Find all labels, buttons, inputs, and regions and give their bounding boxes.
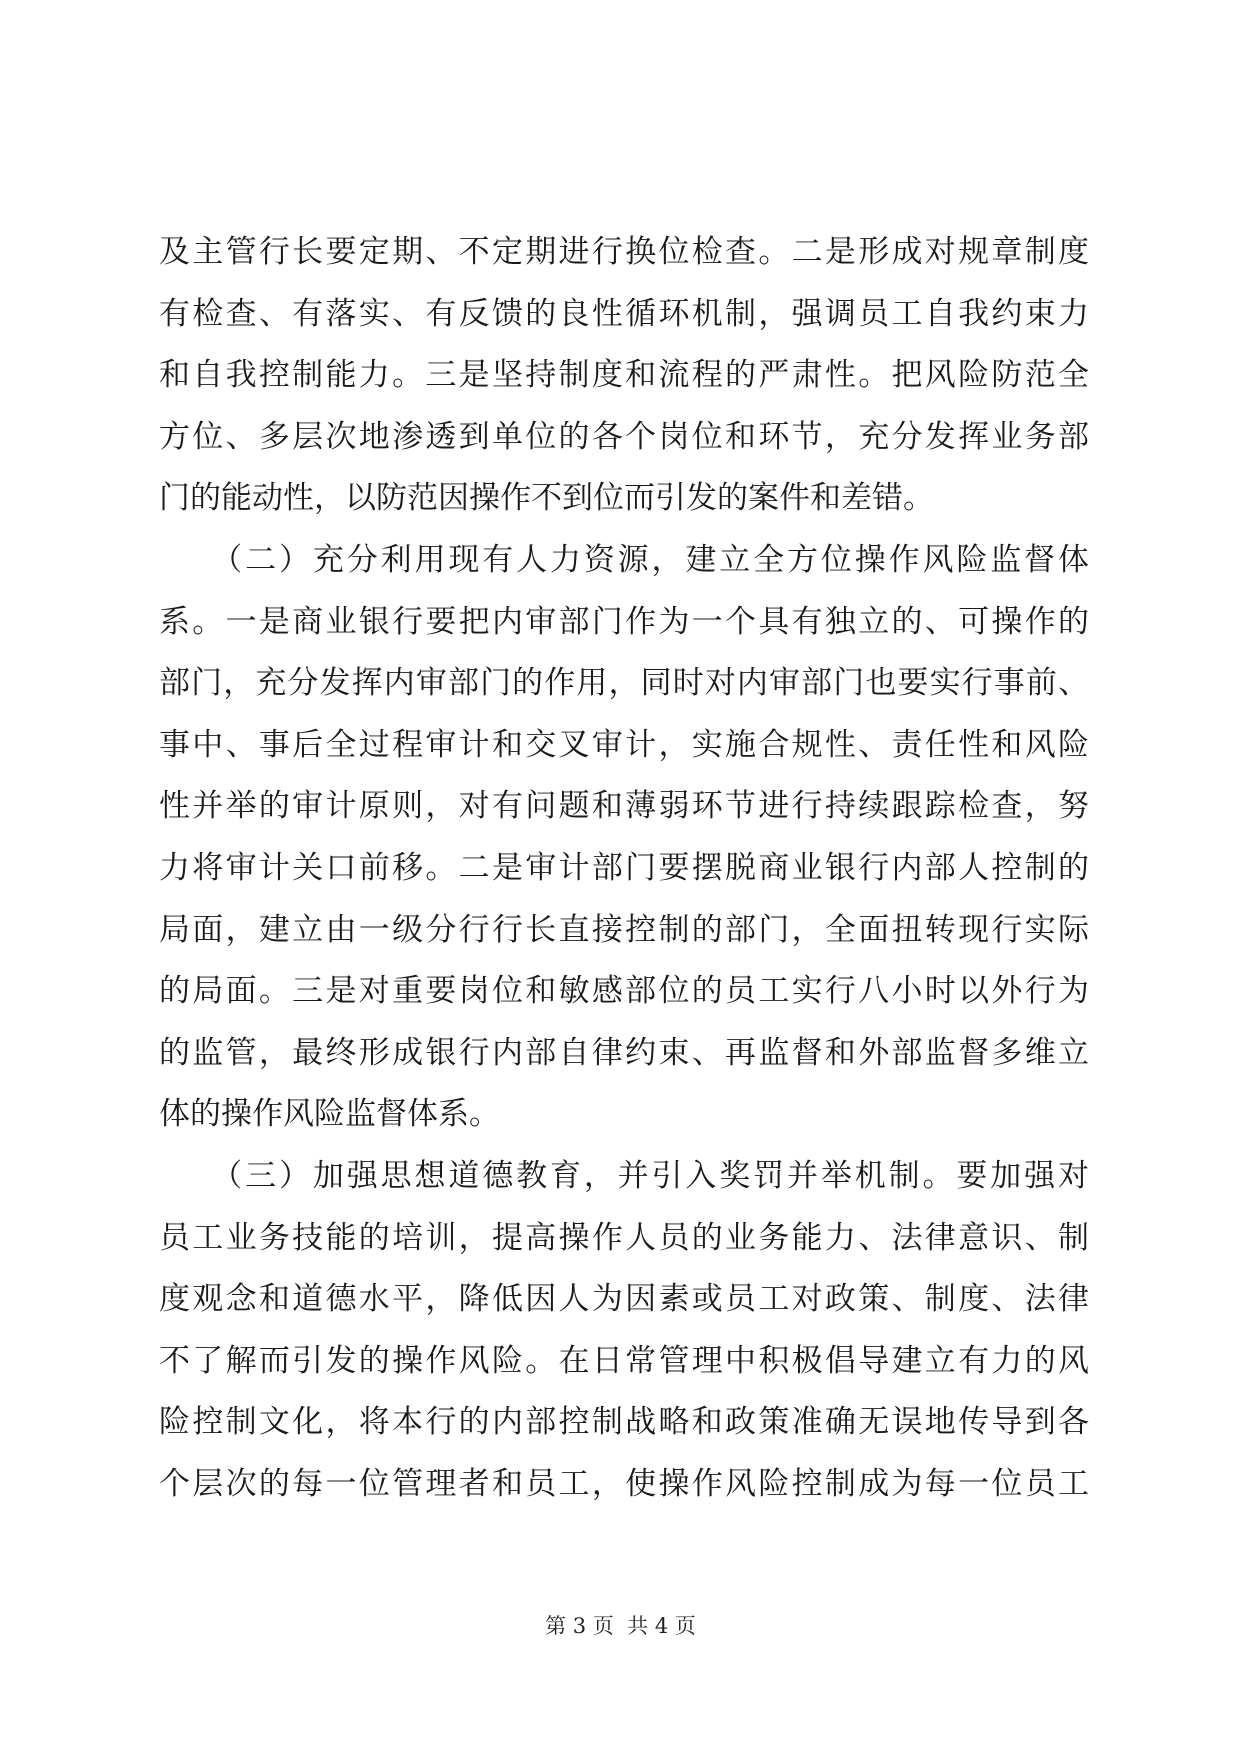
text-line: 力将审计关口前移。二是审计部门要摆脱商业银行内部人控制的	[159, 849, 1089, 886]
text-line: （二）充分利用现有人力资源，建立全方位操作风险监督体	[159, 541, 1089, 578]
text-line: 门的能动性，以防范因操作不到位而引发的案件和差错。	[159, 480, 934, 517]
text-line: 性并举的审计原则，对有问题和薄弱环节进行持续跟踪检查，努	[159, 788, 1089, 825]
text-line: 部门，充分发挥内审部门的作用，同时对内审部门也要实行事前、	[159, 665, 1089, 702]
text-line: 的局面。三是对重要岗位和敏感部位的员工实行八小时以外行为	[159, 973, 1089, 1010]
text-line: （三）加强思想道德教育，并引入奖罚并举机制。要加强对	[159, 1157, 1089, 1194]
text-line: 个层次的每一位管理者和员工，使操作风险控制成为每一位员工	[159, 1465, 1089, 1502]
text-line: 方位、多层次地渗透到单位的各个岗位和环节，充分发挥业务部	[159, 418, 1089, 455]
text-line: 的监管，最终形成银行内部自律约束、再监督和外部监督多维立	[159, 1034, 1089, 1071]
text-line: 和自我控制能力。三是坚持制度和流程的严肃性。把风险防范全	[159, 357, 1089, 394]
document-body	[159, 222, 1089, 1515]
text-line: 有检查、有落实、有反馈的良性循环机制，强调员工自我约束力	[159, 295, 1089, 332]
text-line: 体的操作风险监督体系。	[159, 1096, 500, 1133]
text-line: 员工业务技能的培训，提高操作人员的业务能力、法律意识、制	[159, 1219, 1089, 1256]
page-number: 第 3 页 共 4 页	[545, 1614, 696, 1638]
text-line: 险控制文化，将本行的内部控制战略和政策准确无误地传导到各	[159, 1404, 1089, 1441]
text-line: 度观念和道德水平，降低因人为因素或员工对政策、制度、法律	[159, 1281, 1089, 1318]
text-line: 系。一是商业银行要把内审部门作为一个具有独立的、可操作的	[159, 603, 1089, 640]
text-line: 事中、事后全过程审计和交叉审计，实施合规性、责任性和风险	[159, 726, 1089, 763]
text-line: 及主管行长要定期、不定期进行换位检查。二是形成对规章制度	[159, 234, 1089, 270]
text-line: 不了解而引发的操作风险。在日常管理中积极倡导建立有力的风	[159, 1342, 1089, 1379]
page-footer	[0, 1610, 1241, 1640]
text-line: 局面，建立由一级分行行长直接控制的部门，全面扭转现行实际	[159, 911, 1089, 948]
